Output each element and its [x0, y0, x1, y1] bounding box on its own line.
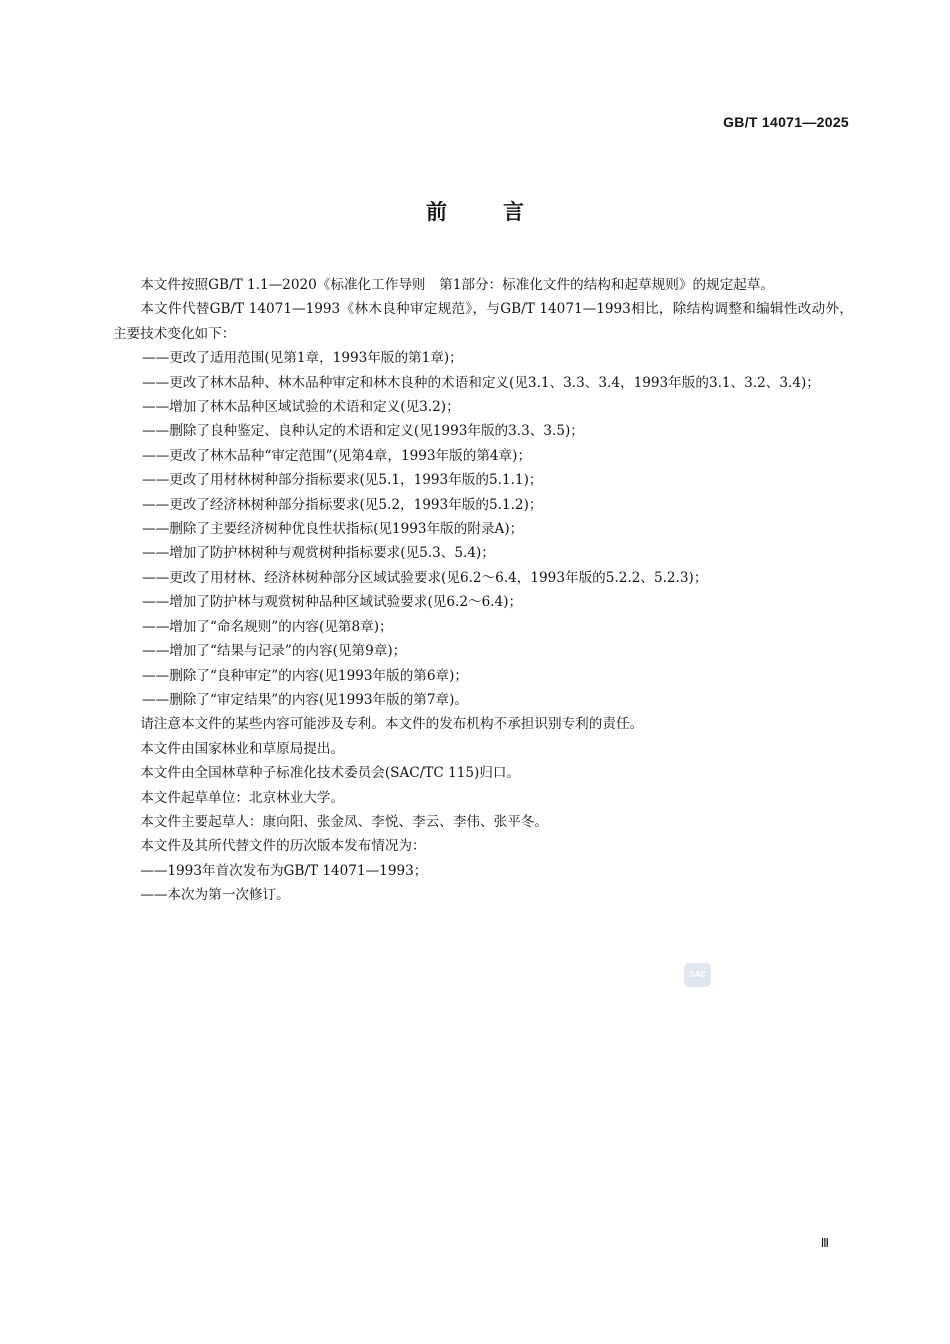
- page-title-char-2: 言: [503, 200, 524, 224]
- list-item: ——更改了用材林、经济林树种部分区域试验要求(见6.2～6.4，1993年版的5.2.2、5.2.3)；: [142, 569, 708, 586]
- standard-code: GB/T 14071—2025: [723, 114, 849, 130]
- page-title-char-1: 前: [426, 200, 447, 224]
- list-item: ——更改了林木品种、林木品种审定和林木良种的术语和定义(见3.1、3.3、3.4，1993年版的3.1、3.2、3.4)；: [142, 374, 820, 391]
- page-title: [0, 196, 950, 226]
- list-item: ——本次为第一次修订。: [140, 887, 290, 904]
- list-item: ——删除了“审定结果”的内容(见1993年版的第7章)。: [142, 691, 469, 708]
- page-number: Ⅲ: [820, 1236, 829, 1250]
- paragraph-main-drafters: 本文件主要起草人：康向阳、张金凤、李悦、李云、李伟、张平冬。: [140, 813, 548, 830]
- paragraph-centralized-by: 本文件由全国林草种子标准化技术委员会(SAC/TC 115)归口。: [140, 765, 521, 782]
- list-item: ——更改了适用范围(见第1章，1993年版的第1章)；: [142, 350, 463, 367]
- foreword-body: [113, 273, 853, 908]
- list-item: ——删除了良种鉴定、良种认定的术语和定义(见1993年版的3.3、3.5)；: [142, 423, 584, 440]
- paragraph-replacement: 本文件代替GB/T 14071—1993《林木良种审定规范》，与GB/T 14071—1993相比，除结构调整和编辑性改动外，主要技术变化如下：: [113, 301, 853, 342]
- list-item: ——1993年首次发布为GB/T 14071—1993；: [140, 862, 428, 879]
- sac-watermark-logo: SAC: [684, 963, 711, 987]
- version-history-list: [113, 859, 853, 908]
- list-item: ——删除了“良种审定”的内容(见1993年版的第6章)；: [142, 667, 469, 684]
- technical-changes-list: [113, 346, 853, 712]
- list-item: ——增加了“命名规则”的内容(见第8章)；: [142, 618, 393, 635]
- list-item: ——增加了林木品种区域试验的术语和定义(见3.2)；: [142, 399, 460, 416]
- list-item: ——更改了经济林树种部分指标要求(见5.2，1993年版的5.1.2)；: [142, 496, 543, 513]
- paragraph-patent-notice: 请注意本文件的某些内容可能涉及专利。本文件的发布机构不承担识别专利的责任。: [140, 716, 644, 733]
- list-item: ——增加了防护林树种与观赏树种指标要求(见5.3、5.4)；: [142, 545, 495, 562]
- paragraph-drafting-unit: 本文件起草单位：北京林业大学。: [140, 789, 345, 806]
- list-item: ——更改了用材林树种部分指标要求(见5.1，1993年版的5.1.1)；: [142, 472, 543, 489]
- paragraph-history-intro: 本文件及其所代替文件的历次版本发布情况为：: [140, 838, 426, 855]
- list-item: ——增加了防护林与观赏树种品种区域试验要求(见6.2～6.4)；: [142, 594, 523, 611]
- list-item: ——删除了主要经济树种优良性状指标(见1993年版的附录A)；: [142, 521, 524, 538]
- list-item: ——增加了“结果与记录”的内容(见第9章)；: [142, 643, 407, 660]
- list-item: ——更改了林木品种“审定范围”(见第4章，1993年版的第4章)；: [142, 447, 532, 464]
- paragraph-proposed-by: 本文件由国家林业和草原局提出。: [140, 740, 345, 757]
- paragraph-drafting-rules: 本文件按照GB/T 1.1—2020《标准化工作导则 第1部分：标准化文件的结构和起草规则》的规定起草。: [140, 277, 775, 293]
